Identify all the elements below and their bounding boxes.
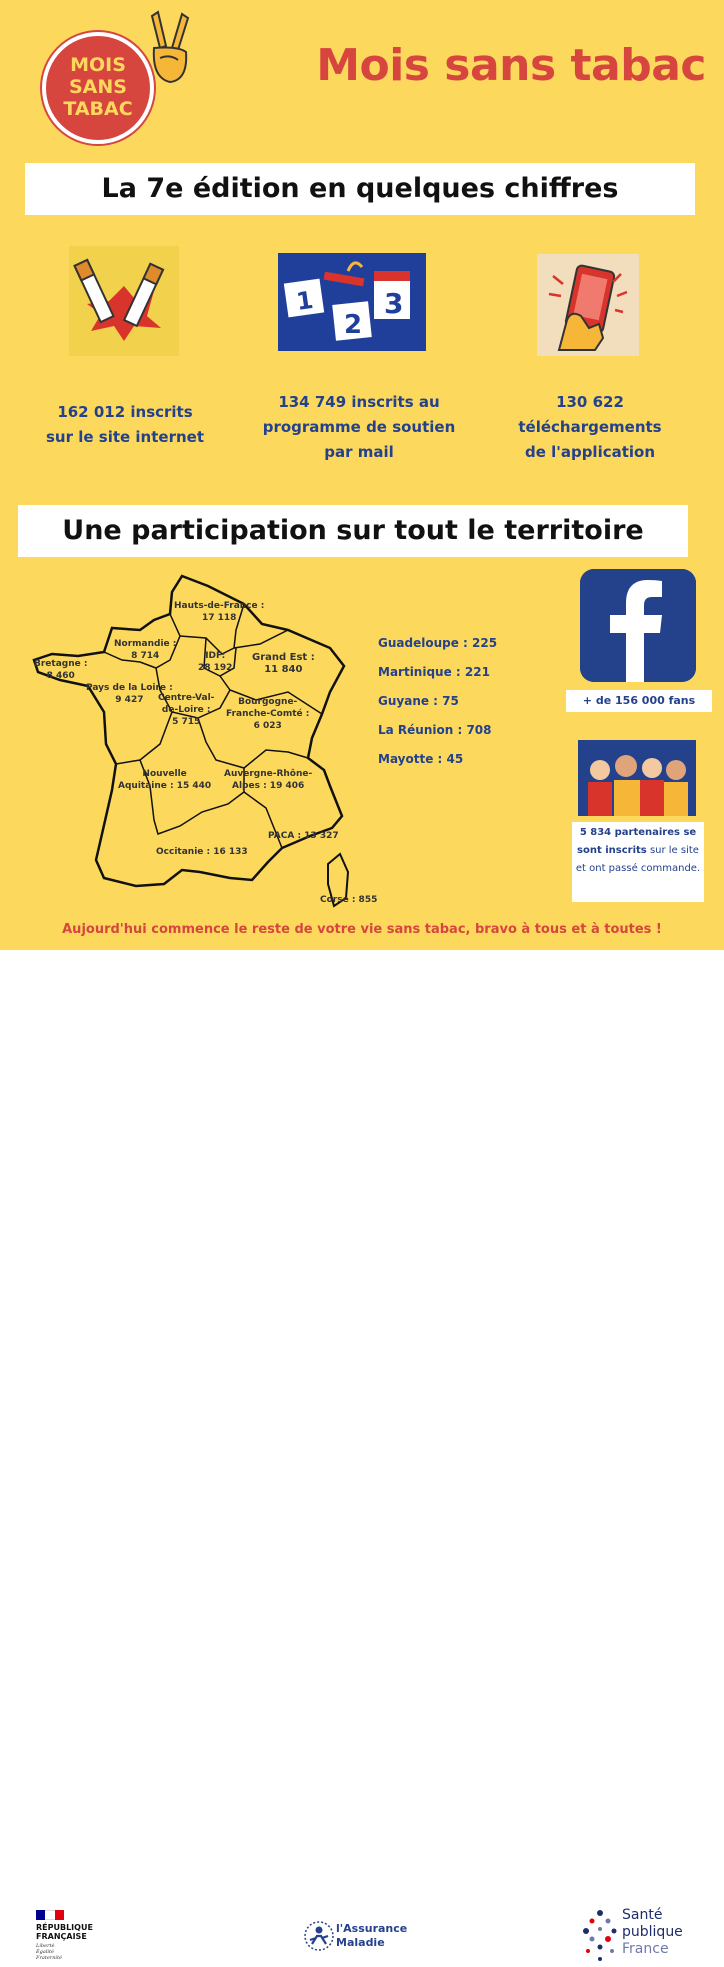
logo-line-3: TABAC: [63, 98, 133, 120]
assurance-maladie-logo: [304, 1918, 434, 1958]
svg-text:2: 2: [344, 310, 363, 340]
stat-app-downloads: [495, 390, 685, 465]
overseas-item: La Réunion : 708: [378, 723, 492, 737]
closing-message: Aujourd'hui commence le reste de votre vie sans tabac, bravo à tous et à toutes !: [62, 922, 662, 937]
stat-line: 130 622: [556, 393, 624, 411]
french-flag-icon: [36, 1910, 64, 1920]
page-title: Mois sans tabac: [316, 40, 706, 91]
stat-line: téléchargements: [518, 418, 662, 436]
region-auvergne-rhone-alpes: Auvergne-Rhône- Alpes : 19 406: [224, 769, 313, 791]
region-idf: IDF: 28 192: [198, 651, 233, 673]
stat-line: programme de soutien: [262, 418, 456, 436]
overseas-item: Martinique : 221: [378, 665, 490, 679]
section-banner-figures: La 7e édition en quelques chiffres: [25, 163, 695, 215]
sante-publique-dots-icon: [578, 1905, 622, 1965]
phone-in-hand-icon: [537, 254, 639, 356]
partners-text-box: [572, 822, 704, 902]
stat-line: 134 749 inscrits au: [278, 393, 440, 411]
region-corse: Corse : 855: [320, 895, 378, 905]
stat-site-signups: [30, 400, 220, 450]
logo-line-2: SANS: [69, 76, 127, 98]
stat-line: de l'application: [524, 443, 656, 461]
svg-text:1: 1: [294, 285, 315, 316]
sante-publique-france-logo: [578, 1905, 718, 1967]
rf-name-line: FRANÇAISE: [36, 1932, 87, 1941]
footer: [0, 950, 724, 1961]
stat-line: par mail: [324, 443, 394, 461]
region-nouvelle-aquitaine: Nouvelle Aquitaine : 15 440: [118, 769, 212, 791]
logo-line-1: MOIS: [70, 54, 126, 76]
region-bourgogne-franche-comte: Bourgogne- Franche-Comté : 6 023: [226, 697, 310, 731]
region-grand-est: Grand Est : 11 840: [252, 652, 315, 675]
france-regions-map: [30, 572, 378, 912]
partners-rest: sur le site et ont passé commande.: [575, 845, 701, 874]
victory-hand-icon: [138, 8, 194, 88]
section-banner-territory: Une participation sur tout le territoire: [18, 505, 688, 557]
region-bretagne: Bretagne : 8 460: [34, 659, 88, 681]
region-occitanie: Occitanie : 16 133: [156, 847, 248, 857]
assurance-maladie-icon: [304, 1918, 334, 1954]
partners-count: 5 834 partenaires se sont inscrits: [577, 827, 697, 856]
assurance-maladie-text: l'Assurance Maladie: [336, 1922, 408, 1949]
stat-line: 162 012 inscrits: [57, 403, 193, 421]
stat-mail-program: [252, 390, 466, 465]
broken-cigarette-icon: [69, 246, 179, 356]
overseas-territories-list: [378, 636, 578, 781]
region-pays-de-la-loire: Pays de la Loire : 9 427: [86, 683, 173, 705]
region-hauts-de-france: Hauts-de-France : 17 118: [174, 601, 265, 623]
svg-text:3: 3: [384, 287, 404, 320]
overseas-item: Guadeloupe : 225: [378, 636, 498, 650]
rf-name-line: RÉPUBLIQUE: [36, 1923, 93, 1932]
logo-text: [46, 54, 150, 120]
republique-francaise-logo: [36, 1910, 116, 1961]
stat-line: sur le site internet: [46, 428, 204, 446]
rf-motto: Liberté Égalité Fraternité: [36, 1943, 62, 1961]
sante-publique-text: Santé publique France: [622, 1907, 683, 1957]
region-paca: PACA : 13 327: [268, 831, 339, 841]
region-centre-val-de-loire: Centre-Val- de-Loire : 5 715: [158, 693, 215, 727]
overseas-item: Guyane : 75: [378, 694, 459, 708]
partners-group-icon: [578, 740, 696, 816]
facebook-fans-caption: + de 156 000 fans: [566, 690, 712, 712]
calendar-countdown-icon: [278, 253, 426, 351]
poster: [0, 0, 724, 950]
region-normandie: Normandie : 8 714: [114, 639, 177, 661]
facebook-icon: [580, 569, 696, 682]
overseas-item: Mayotte : 45: [378, 752, 464, 766]
